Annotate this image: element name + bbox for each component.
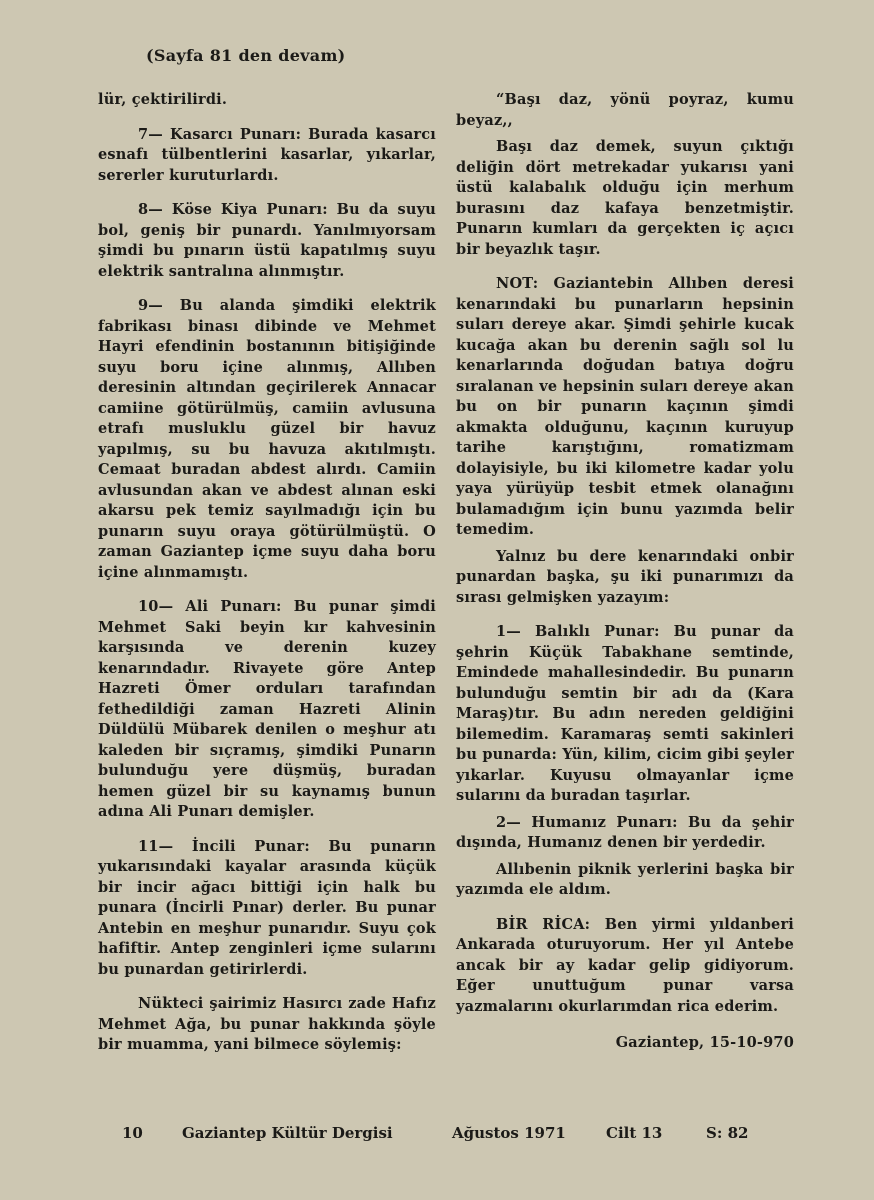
left-column xyxy=(98,90,436,1070)
paragraph: 8— Köse Kiya Punarı: Bu da suyu bol, geniş bir punardı. Yanılmıyorsam şimdi bu pınarın üstü kapatılmış suyu elektrik santralına alınmıştır. xyxy=(98,201,436,280)
issue-number: S: 82 xyxy=(706,1124,749,1142)
paragraph: Allıbenin piknik yerlerini başka bir yazımda ele aldım. xyxy=(456,860,794,898)
paragraph: 11— İncili Punar: Bu punarın yukarısındaki kayalar arasında küçük bir incir ağacı bittiği için halk bu punara (İncirli Pınar) derler. Bu punar Antebin en meşhur punarıdır. Suyu çok hafiftir. Antep zenginleri içme sularını bu punardan getirirlerdi. xyxy=(98,837,436,978)
paragraph: 9— Bu alanda şimdiki elektrik fabrikası binası dibinde ve Mehmet Hayri efendinin bostanının bitişiğinde suyu boru içine alınmış, Allıben deresinin altından geçirilerek Annacar camiine götürülmüş, camiin avlusuna etrafı musluklu güzel bir havuz yapılmış, su bu havuza akıtılmıştı. Cemaat buradan abdest alırdı. Camiin avlusundan akan ve abdest alınan eski akarsu pek temiz sayılmadığı için bu punarın suyu oraya götürülmüştü. O zaman Gaziantep içme suyu daha boru içine alınmamıştı. xyxy=(98,297,436,581)
journal-name: Gaziantep Kültür Dergisi xyxy=(182,1124,393,1142)
quote-paragraph: “Başı daz, yönü poyraz, kumu beyaz,, xyxy=(456,91,794,129)
volume-number: Cilt 13 xyxy=(606,1124,663,1142)
paragraph: 10— Ali Punarı: Bu punar şimdi Mehmet Saki beyin kır kahvesinin karşısında ve derenin kuzey kenarındadır. Rivayete göre Antep Hazreti Ömer orduları tarafından fethedildiği zaman Hazreti Alinin Düldülü Mübarek denilen o meşhur atı kaleden bir sıçramış, şimdiki Punarın bulunduğu yere düşmüş, buradan hemen güzel bir su kaynamış bunun adına Ali Punarı demişler. xyxy=(98,598,436,820)
issue-date: Ağustos 1971 xyxy=(452,1124,566,1142)
paragraph: Yalnız bu dere kenarındaki onbir punardan başka, şu iki punarımızı da sırası gelmişken yazayım: xyxy=(456,547,794,606)
page-footer xyxy=(0,1124,874,1148)
paragraph: Başı daz demek, suyun çıktığı deliğin dört metrekadar yukarısı yani üstü kalabalık olduğu için merhum burasını daz kafaya benzetmiştir. Punarın kumları da gerçekten iç açıcı bir beyazlık taşır. xyxy=(456,138,794,258)
paragraph: lür, çektirilirdi. xyxy=(98,91,228,108)
paragraph: Nükteci şairimiz Hasırcı zade Hafız Mehmet Ağa, bu punar hakkında şöyle bir muamma, yani bilmece söylemiş: xyxy=(98,995,436,1053)
request-paragraph: BİR RİCA: Ben yirmi yıldanberi Ankarada oturuyorum. Her yıl Antebe ancak bir ay kadar gelip gidiyorum. Eğer unuttuğum punar varsa yazmalarını okurlarımdan rica ederim. xyxy=(456,915,794,1015)
paragraph: 1— Balıklı Punar: Bu punar da şehrin Küçük Tabakhane semtinde, Emindede mahallesindedir. Bu punarın bulunduğu semtin bir adı da (Kara Maraş)tır. Bu adın nereden geldiğini bilemedim. Karamaraş semti sakinleri bu punarda: Yün, kilim, cicim gibi şeyler yıkarlar. Kuyusu olmayanlar içme sularını da buradan taşırlar. xyxy=(456,623,794,804)
place-date-signature: Gaziantep, 15-10-970 xyxy=(615,1034,794,1051)
paragraph: 2— Humanız Punarı: Bu da şehir dışında, Humanız denen bir yerdedir. xyxy=(456,813,794,851)
note-paragraph: NOT: Gaziantebin Allıben deresi kenarındaki bu punarların hepsinin suları dereye akar. Şimdi şehirle kucak kucağa akan bu derenin sağlı sol lu kenarlarında doğudan batıya doğru sıralanan ve hepsinin suları dereye akan bu on bir punarın kaçının şimdi akmakta olduğunu, kaçının kuruyup tarihe karıştığını, romatizmam dolayisiyle, bu iki kilometre kadar yolu yaya yürüyüp tesbit etmek olanağını bulamadığım için bunu yazımda belir temedim. xyxy=(456,275,794,538)
paragraph: 7— Kasarcı Punarı: Burada kasarcı esnafı tülbentlerini kasarlar, yıkarlar, sererler kuruturlardı. xyxy=(98,125,436,184)
continuation-header: (Sayfa 81 den devam) xyxy=(146,46,346,65)
right-column xyxy=(456,90,794,1068)
page-number: 10 xyxy=(122,1124,143,1142)
